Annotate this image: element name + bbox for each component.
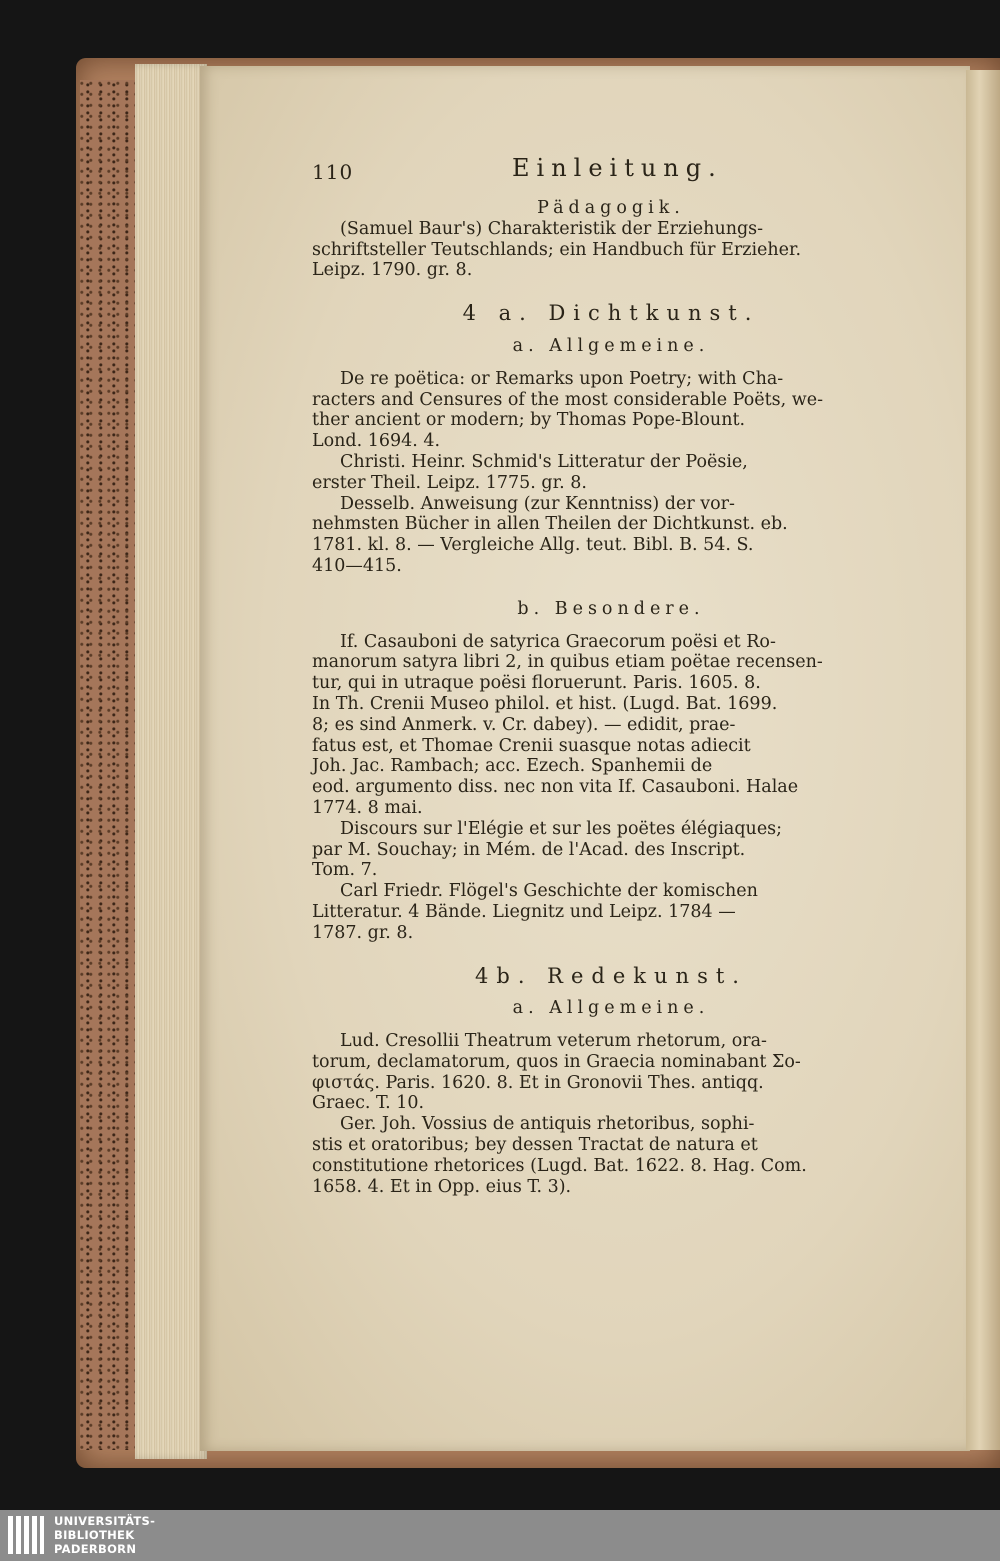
text-line: Christi. Heinr. Schmid's Litteratur der Poësie, (340, 451, 748, 472)
text-line: Joh. Jac. Rambach; acc. Ezech. Spanhemii de (312, 756, 713, 777)
text-line: φιστάς. Paris. 1620. 8. Et in Gronovii Thes. antiqq. (312, 1072, 764, 1093)
running-title: Einleitung. (512, 154, 723, 182)
text-line: Lond. 1694. 4. (312, 431, 441, 452)
text-line: tur, qui in utraque poësi floruerunt. Paris. 1605. 8. (312, 673, 761, 694)
text-line: 1774. 8 mai. (312, 797, 423, 818)
text-line: (Samuel Baur's) Charakteristik der Erziehungs- (340, 218, 764, 239)
library-name-line: PADERBORN (54, 1542, 137, 1556)
text-line: ther ancient or modern; by Thomas Pope-Blount. (312, 410, 746, 431)
text-line: constitutione rhetorices (Lugd. Bat. 1622. 8. Hag. Com. (312, 1155, 807, 1176)
text-line: nehmsten Bücher in allen Theilen der Dichtkunst. eb. (312, 514, 788, 535)
running-head (312, 154, 910, 198)
section-heading-redekunst: 4b. Redekunst. (475, 963, 747, 988)
text-line: Ger. Joh. Vossius de antiquis rhetoribus, sophi- (340, 1114, 755, 1135)
text-line: Carl Friedr. Flögel's Geschichte der komischen (340, 881, 758, 902)
library-name-line: UNIVERSITÄTS- (54, 1514, 156, 1528)
page-text (312, 154, 910, 1197)
text-line: Tom. 7. (312, 860, 378, 881)
text-line: Litteratur. 4 Bände. Liegnitz und Leipz. 1784 — (312, 901, 736, 922)
text-line: 1658. 4. Et in Opp. eius T. 3). (312, 1176, 572, 1197)
text-line: 8; es sind Anmerk. v. Cr. dabey). — edidit, prae- (312, 714, 736, 735)
text-line: If. Casauboni de satyrica Graecorum poësi et Ro- (340, 631, 776, 652)
text-line: 410—415. (312, 555, 402, 576)
text-line: De re poëtica: or Remarks upon Poetry; with Cha- (340, 368, 784, 389)
subsection-heading: a. Allgemeine. (512, 998, 710, 1019)
text-line: fatus est, et Thomae Crenii suasque notas adiecit (312, 735, 751, 756)
section-heading-paedagogik: Pädagogik. (537, 198, 685, 218)
text-line: In Th. Crenii Museo philol. et hist. (Lugd. Bat. 1699. (312, 693, 778, 714)
text-line: eod. argumento diss. nec non vita If. Casauboni. Halae (312, 777, 799, 798)
text-line: Graec. T. 10. (312, 1093, 425, 1114)
facing-page-edge (966, 70, 1000, 1450)
marbled-edge (80, 80, 140, 1450)
subsection-heading: a. Allgemeine. (512, 335, 710, 356)
text-line: Lud. Cresollii Theatrum veterum rhetorum, ora- (340, 1031, 767, 1052)
library-logo-icon (6, 1514, 46, 1556)
text-line: manorum satyra libri 2, in quibus etiam poëtae recensen- (312, 652, 823, 673)
subsection-heading: b. Besondere. (517, 598, 705, 619)
text-line: par M. Souchay; in Mém. de l'Acad. des Inscript. (312, 839, 746, 860)
page-number: 110 (312, 160, 354, 184)
text-line: erster Theil. Leipz. 1775. gr. 8. (312, 472, 587, 493)
text-line: racters and Censures of the most considerable Poëts, we- (312, 389, 824, 410)
text-line: torum, declamatorum, quos in Graecia nominabant Σο- (312, 1051, 801, 1072)
text-line: 1787. gr. 8. (312, 922, 414, 943)
text-line: Desselb. Anweisung (zur Kenntniss) der vor- (340, 493, 735, 514)
library-name (54, 1514, 155, 1556)
page-edges (135, 64, 207, 1459)
library-name-line: BIBLIOTHEK (54, 1528, 135, 1542)
text-line: 1781. kl. 8. — Vergleiche Allg. teut. Bibl. B. 54. S. (312, 535, 754, 556)
text-line: schriftsteller Teutschlands; ein Handbuch für Erzieher. (312, 239, 802, 260)
text-line: Leipz. 1790. gr. 8. (312, 260, 473, 281)
text-line: Discours sur l'Elégie et sur les poëtes élégiaques; (340, 818, 783, 839)
section-heading-dichtkunst: 4 a. Dichtkunst. (462, 301, 760, 326)
text-line: stis et oratoribus; bey dessen Tractat de natura et (312, 1135, 758, 1156)
